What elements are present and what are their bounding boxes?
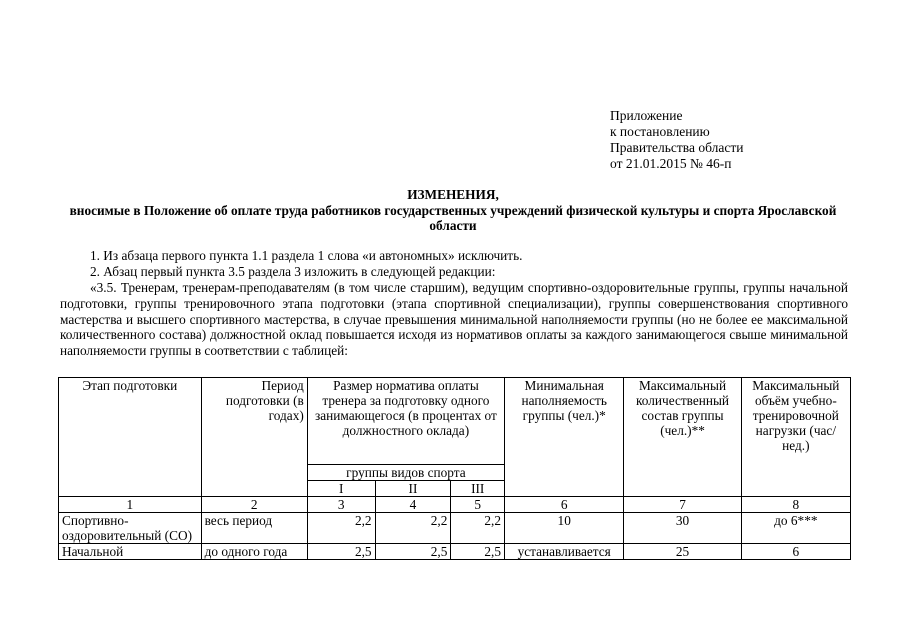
header-period: Период подготовки (в годах) bbox=[201, 378, 307, 497]
header-group-2: II bbox=[375, 481, 451, 497]
header-norm: Размер норматива оплаты тренера за подготовку одного занимающегося (в процентах от должностного оклада) bbox=[307, 378, 504, 465]
cell-min: 10 bbox=[505, 513, 624, 544]
cell-load: 6 bbox=[741, 544, 850, 560]
table-row bbox=[59, 544, 851, 560]
appendix-line: Правительства области bbox=[610, 140, 744, 155]
column-number: 4 bbox=[375, 497, 451, 513]
column-number: 5 bbox=[451, 497, 505, 513]
column-number: 8 bbox=[741, 497, 850, 513]
cell-max: 30 bbox=[624, 513, 741, 544]
column-number: 2 bbox=[201, 497, 307, 513]
table-row bbox=[59, 513, 851, 544]
paragraph-1: 1. Из абзаца первого пункта 1.1 раздела 1 слова «и автономных» исключить. bbox=[90, 248, 523, 263]
column-number: 7 bbox=[624, 497, 741, 513]
column-number: 3 bbox=[307, 497, 375, 513]
header-max: Максимальный количественный состав группы (чел.)** bbox=[624, 378, 741, 497]
cell-group-2: 2,5 bbox=[375, 544, 451, 560]
appendix-line: к постановлению bbox=[610, 124, 710, 139]
header-group-1: I bbox=[307, 481, 375, 497]
title-subheading: вносимые в Положение об оплате труда работников государственных учреждений физической культуры и спорта Ярославской области bbox=[69, 202, 837, 234]
paragraph-2: 2. Абзац первый пункта 3.5 раздела 3 изложить в следующей редакции: bbox=[90, 264, 496, 279]
paragraph-3: «3.5. Тренерам, тренерам-преподавателям (в том числе старшим), ведущим спортивно-оздоровительные группы, группы начальной подготовки, группы тренировочного этапа подготовки (этапа спортивной специализации), группы совершенствования спортивного мастерства и высшего спортивного мастерства, в случае превышения минимальной наполняемости группы (но не более ее максимальной количественного состава) должностной оклад повышается исходя из нормативов оплаты за каждого занимающегося свыше минимальной наполняемости группы в соответствии с таблицей: bbox=[60, 280, 848, 359]
appendix-block bbox=[610, 108, 743, 172]
appendix-line: Приложение bbox=[610, 108, 683, 123]
title-heading: ИЗМЕНЕНИЯ, bbox=[407, 187, 499, 202]
column-number: 6 bbox=[505, 497, 624, 513]
cell-group-3: 2,2 bbox=[451, 513, 505, 544]
header-load: Максимальный объём учебно-тренировочной нагрузки (час/нед.) bbox=[741, 378, 850, 497]
column-number: 1 bbox=[59, 497, 202, 513]
cell-period: весь период bbox=[201, 513, 307, 544]
cell-group-1: 2,5 bbox=[307, 544, 375, 560]
header-min: Минимальная наполняемость группы (чел.)* bbox=[505, 378, 624, 497]
payment-norms-table bbox=[58, 377, 851, 560]
header-stage: Этап подготовки bbox=[59, 378, 202, 497]
cell-group-3: 2,5 bbox=[451, 544, 505, 560]
document-title bbox=[58, 187, 848, 234]
appendix-line: от 21.01.2015 № 46-п bbox=[610, 156, 732, 171]
cell-group-1: 2,2 bbox=[307, 513, 375, 544]
cell-load: до 6*** bbox=[741, 513, 850, 544]
header-group-3: III bbox=[451, 481, 505, 497]
cell-group-2: 2,2 bbox=[375, 513, 451, 544]
cell-max: 25 bbox=[624, 544, 741, 560]
header-groups: группы видов спорта bbox=[307, 465, 504, 481]
cell-min: устанавливается bbox=[505, 544, 624, 560]
cell-stage: Спортивно-оздоровительный (СО) bbox=[59, 513, 202, 544]
cell-period: до одного года bbox=[201, 544, 307, 560]
cell-stage: Начальной bbox=[59, 544, 202, 560]
